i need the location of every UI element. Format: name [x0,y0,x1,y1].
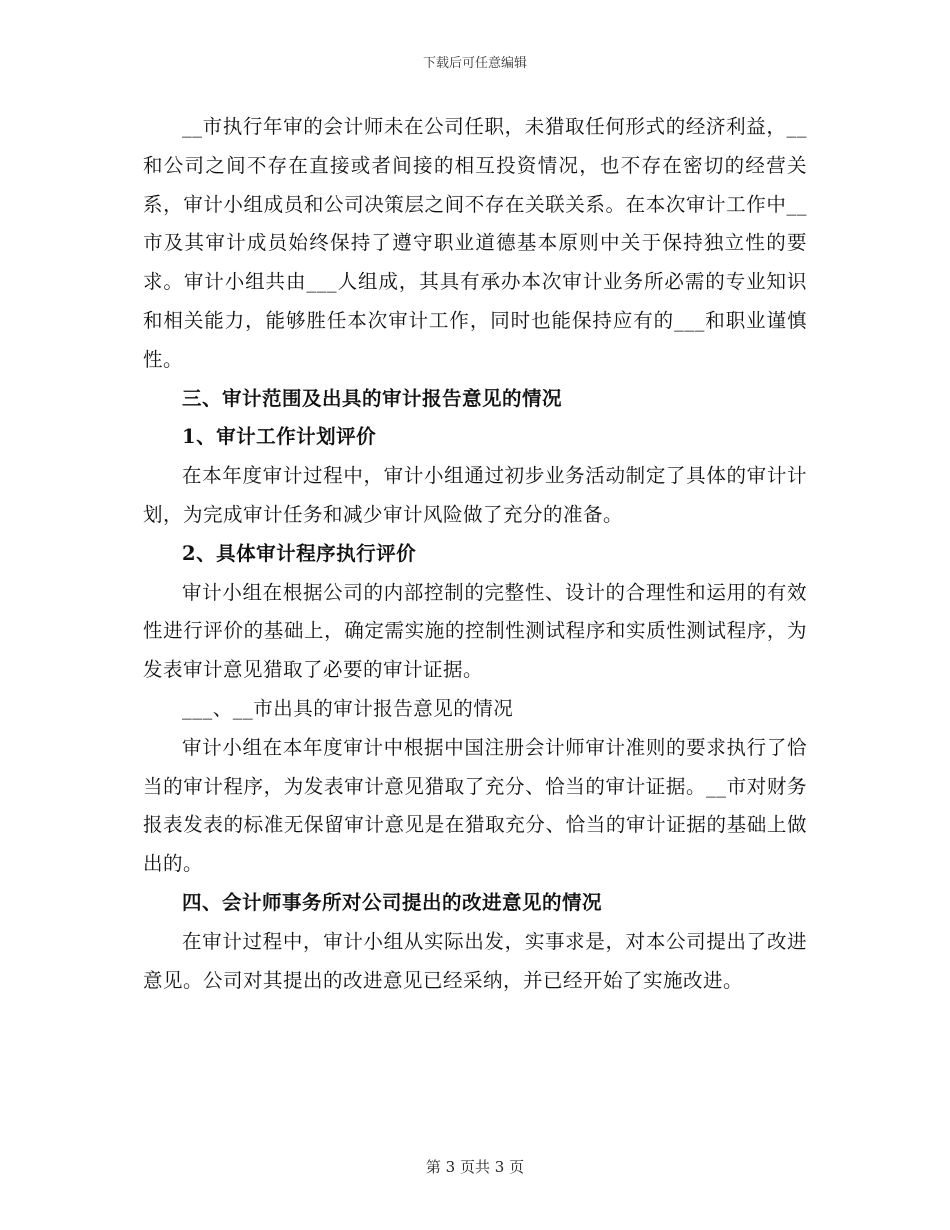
subheading-audit-plan: 1、审计工作计划评价 [182,425,377,449]
paragraph-improvements: 在审计过程中，审计小组从实际出发，实事求是，对本公司提出了改进意见。公司对其提出的改进意见已经采纳，并已经开始了实施改进。 [143,929,807,992]
section-heading-4: 四、会计师事务所对公司提出的改进意见的情况 [182,890,603,914]
page-header: 下载后可任意编辑 [422,56,527,71]
paragraph-audit-procedure: 审计小组在根据公司的内部控制的完整性、设计的合理性和运用的有效性进行评价的基础上，确定需实施的控制性测试程序和实质性测试程序，为发表审计意见猎取了必要的审计证据。 [143,580,807,682]
subheading-audit-opinion: ___、__市出具的审计报告意见的情况 [182,696,514,720]
document-body [143,108,807,1000]
page-footer: 第 3 页共 3 页 [425,1158,525,1176]
paragraph-audit-plan: 在本年度审计过程中，审计小组通过初步业务活动制定了具体的审计计划，为完成审计任务和减少审计风险做了充分的准备。 [143,464,807,526]
section-heading-3: 三、审计范围及出具的审计报告意见的情况 [182,386,563,410]
paragraph-independence: __市执行年审的会计师未在公司任职，未猎取任何形式的经济利益，__和公司之间不存在直接或者间接的相互投资情况，也不存在密切的经营关系，审计小组成员和公司决策层之间不存在关联关系。在本次审计工作中__市及其审计成员始终保持了遵守职业道德基本原则中关于保持独立性的要求。审计小组共由___人组成，其具有承办本次审计业务所必需的专业知识和相关能力，能够胜任本次审计工作，同时也能保持应有的___和职业谨慎性。 [143,115,807,371]
paragraph-audit-opinion: 审计小组在本年度审计中根据中国注册会计师审计准则的要求执行了恰当的审计程序，为发表审计意见猎取了充分、恰当的审计证据。__市对财务报表发表的标准无保留审计意见是在猎取充分、恰当的审计证据的基础上做出的。 [143,735,807,876]
subheading-audit-procedure: 2、具体审计程序执行评价 [182,541,417,565]
